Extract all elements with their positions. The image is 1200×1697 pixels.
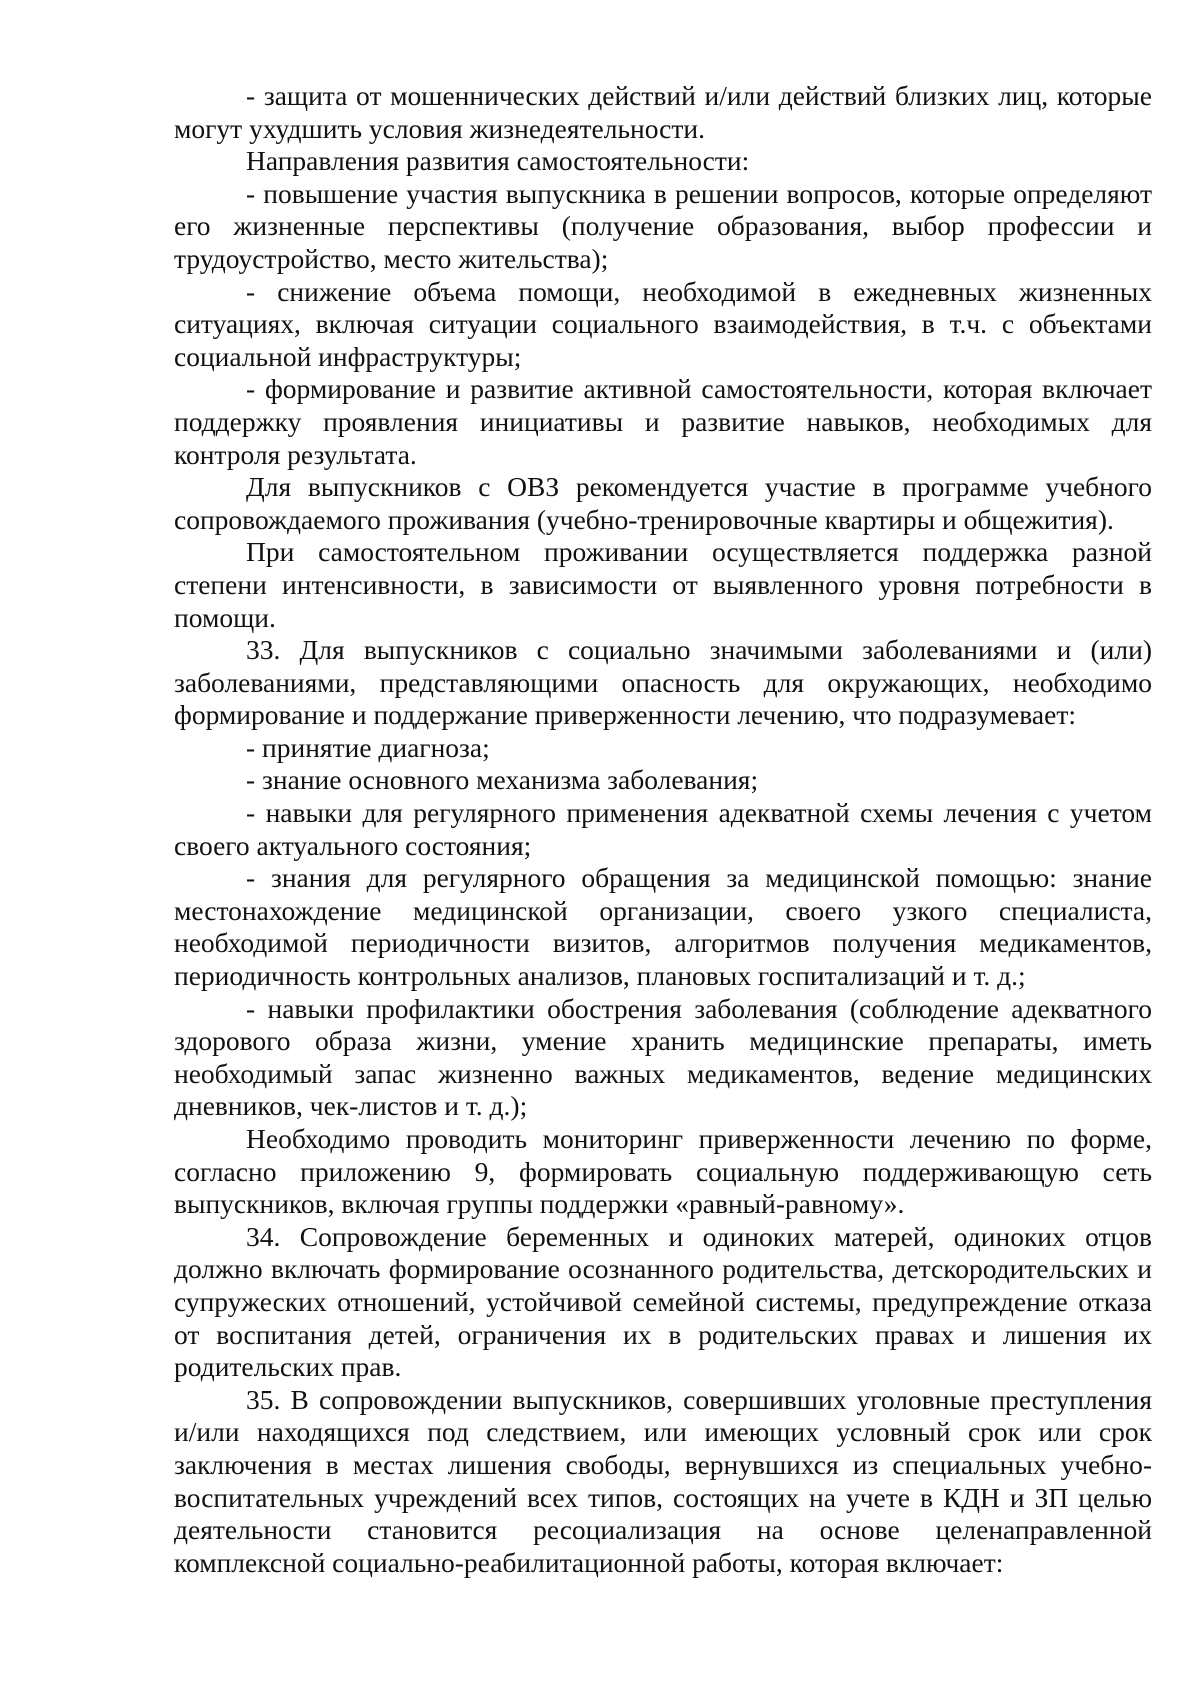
document-page [174, 80, 1152, 1579]
paragraph-medical-help-knowledge: - знания для регулярного обращения за медицинской помощью: знание местонахождение медицинской организации, своего узкого специалиста, необходимой периодичности визитов, алгоритмов получения медикаментов, периодичность контрольных анализов, плановых госпитализаций и т. д.; [174, 862, 1152, 992]
paragraph-diagnosis-acceptance: - принятие диагноза; [246, 731, 490, 763]
paragraph-prevention-skills: - навыки профилактики обострения заболевания (соблюдение адекватного здорового образа жизни, умение хранить медицинские препараты, иметь необходимый запас жизненно важных медикаментов, ведение медицинских дневников, чек-листов и т. д.); [174, 992, 1152, 1122]
paragraph-ovz-program: Для выпускников с ОВЗ рекомендуется участие в программе учебного сопровождаемого проживания (учебно-тренировочные квартиры и общежития). [174, 471, 1152, 535]
paragraph-independent-living: При самостоятельном проживании осуществляется поддержка разной степени интенсивности, в зависимости от выявленного уровня потребности в помощи. [174, 536, 1152, 633]
paragraph-item-33: 33. Для выпускников с социально значимыми заболеваниями и (или) заболеваниями, представляющими опасность для окружающих, необходимо формирование и поддержание приверженности лечению, что подразумевает: [174, 634, 1152, 731]
paragraph-participation-increase: - повышение участия выпускника в решении вопросов, которые определяют его жизненные перспективы (получение образования, выбор профессии и трудоустройство, место жительства); [174, 177, 1152, 274]
paragraph-active-independence: - формирование и развитие активной самостоятельности, которая включает поддержку проявления инициативы и развитие навыков, необходимых для контроля результата. [174, 373, 1152, 470]
paragraph-disease-mechanism: - знание основного механизма заболевания; [246, 764, 759, 796]
paragraph-monitoring: Необходимо проводить мониторинг приверженности лечению по форме, согласно приложению 9, формировать социальную поддерживающую сеть выпускников, включая группы поддержки «равный-равному». [174, 1123, 1152, 1220]
paragraph-help-reduction: - снижение объема помощи, необходимой в ежедневных жизненных ситуациях, включая ситуации социального взаимодействия, в т.ч. с объектами социальной инфраструктуры; [174, 275, 1152, 372]
paragraph-item-34: 34. Сопровождение беременных и одиноких матерей, одиноких отцов должно включать формирование осознанного родительства, детскородительских и супружеских отношений, устойчивой семейной системы, предупреждение отказа от воспитания детей, ограничения их в родительских правах и лишения их родительских прав. [174, 1220, 1152, 1383]
paragraph-treatment-skills: - навыки для регулярного применения адекватной схемы лечения с учетом своего актуального состояния; [174, 797, 1152, 861]
paragraph-independence-directions: Направления развития самостоятельности: [246, 145, 750, 177]
paragraph-fraud-protection: - защита от мошеннических действий и/или действий близких лиц, которые могут ухудшить условия жизнедеятельности. [174, 80, 1152, 144]
paragraph-item-35: 35. В сопровождении выпускников, совершивших уголовные преступления и/или находящихся под следствием, или имеющих условный срок или срок заключения в местах лишения свободы, вернувшихся из специальных учебно-воспитательных учреждений всех типов, состоящих на учете в КДН и ЗП целью деятельности становится ресоциализация на основе целенаправленной комплексной социально-реабилитационной работы, которая включает: [174, 1383, 1152, 1578]
